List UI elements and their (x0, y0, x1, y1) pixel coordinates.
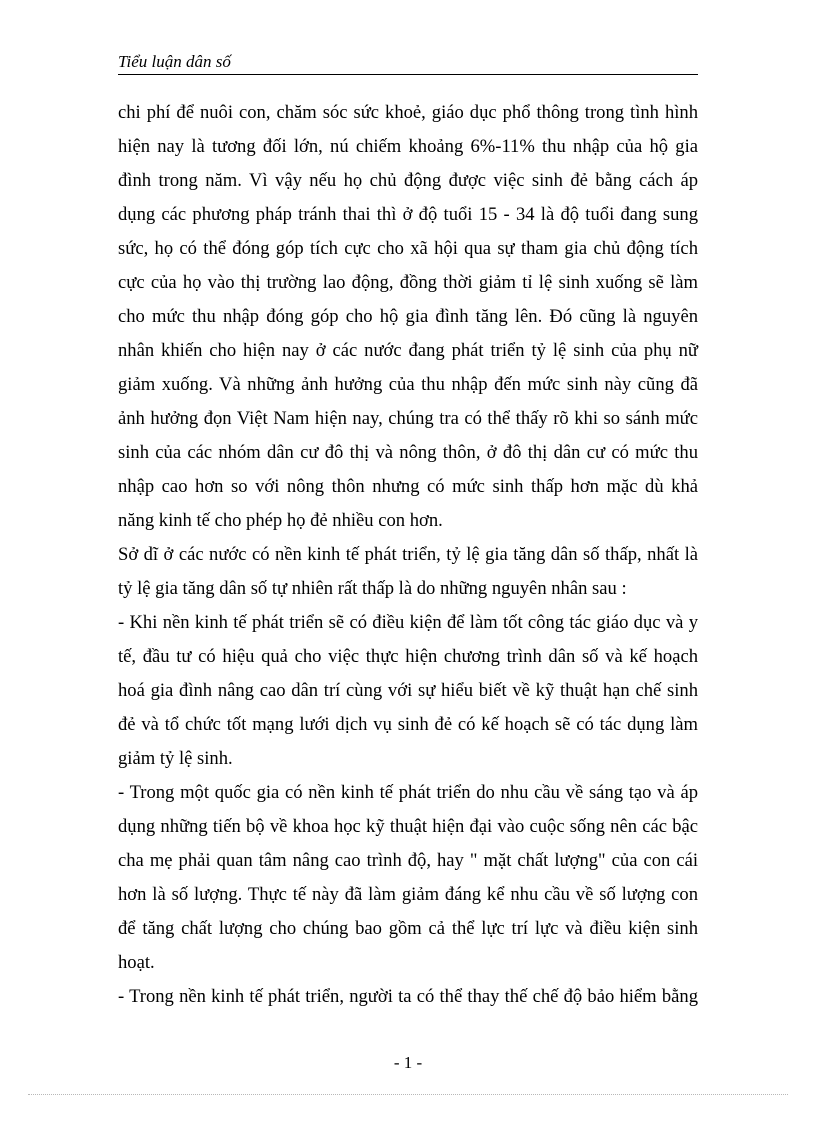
text-line: tế, đầu tư có hiệu quả cho việc thực hiện chương trình dân số và kế hoạch (118, 646, 698, 667)
text-line: chi phí để nuôi con, chăm sóc sức khoẻ, giáo dục phổ thông trong tình hình (118, 102, 698, 123)
text-line: hơn là số lượng. Thực tế này đã làm giảm đáng kể nhu cầu về số lượng con (118, 884, 698, 905)
page-bottom-divider (28, 1094, 788, 1095)
text-line: đình trong năm. Vì vậy nếu họ chủ động được việc sinh đẻ bằng cách áp (118, 170, 698, 191)
text-line: nhân khiến cho hiện nay ở các nước đang phát triển tỷ lệ sinh của phụ nữ (118, 340, 698, 361)
text-line: nhập cao hơn so với nông thôn nhưng có mức sinh thấp hơn mặc dù khả (118, 476, 698, 497)
text-line: Sở dĩ ở các nước có nền kinh tế phát triển, tỷ lệ gia tăng dân số thấp, nhất là (118, 544, 698, 565)
text-line: sức, họ có thể đóng góp tích cực cho xã hội qua sự tham gia chủ động tích (118, 238, 698, 259)
text-line: năng kinh tế cho phép họ đẻ nhiều con hơn. (118, 510, 443, 531)
text-line: dụng các phương pháp tránh thai thì ở độ tuổi 15 - 34 là độ tuổi đang sung (118, 204, 698, 225)
text-line: cha mẹ phải quan tâm nâng cao trình độ, hay " mặt chất lượng" của con cái (118, 850, 698, 871)
text-line: hoạt. (118, 952, 155, 973)
page-number: - 1 - (393, 1053, 423, 1072)
text-line: giảm tỷ lệ sinh. (118, 748, 233, 769)
text-line: cực của họ vào thị trường lao động, đồng thời giảm tỉ lệ sinh xuống sẽ làm (118, 272, 698, 293)
body-text (118, 96, 698, 1014)
text-line: dụng những tiến bộ về khoa học kỹ thuật hiện đại vào cuộc sống nên các bậc (118, 816, 698, 837)
text-line: hiện nay là tương đối lớn, nú chiếm khoảng 6%-11% thu nhập của hộ gia (118, 136, 698, 157)
page-header: Tiểu luận dân số (118, 50, 698, 75)
text-line: để tăng chất lượng cho chúng bao gồm cả thể lực trí lực và điều kiện sinh (118, 918, 698, 939)
text-line: tỷ lệ gia tăng dân số tự nhiên rất thấp là do những nguyên nhân sau : (118, 578, 627, 599)
text-line: giảm xuống. Và những ảnh hưởng của thu nhập đến mức sinh này cũng đã (118, 374, 698, 395)
text-line: hoá gia đình nâng cao dân trí cùng với sự hiểu biết về kỹ thuật hạn chế sinh (118, 680, 698, 701)
text-line: sinh của các nhóm dân cư đô thị và nông thôn, ở đô thị dân cư có mức thu (118, 442, 698, 463)
text-line: - Trong một quốc gia có nền kinh tế phát triển do nhu cầu về sáng tạo và áp (118, 782, 698, 803)
text-line: cho mức thu nhập đóng góp cho hộ gia đình tăng lên. Đó cũng là nguyên (118, 306, 698, 327)
text-line: ảnh hưởng đọn Việt Nam hiện nay, chúng tra có thể thấy rõ khi so sánh mức (118, 408, 698, 429)
text-line: - Khi nền kinh tế phát triển sẽ có điều kiện để làm tốt công tác giáo dục và y (118, 612, 698, 633)
text-line: đẻ và tổ chức tốt mạng lưới dịch vụ sinh đẻ có kế hoạch sẽ có tác dụng làm (118, 714, 698, 735)
text-line: - Trong nền kinh tế phát triển, người ta có thể thay thế chế độ bảo hiểm bằng (118, 986, 698, 1007)
